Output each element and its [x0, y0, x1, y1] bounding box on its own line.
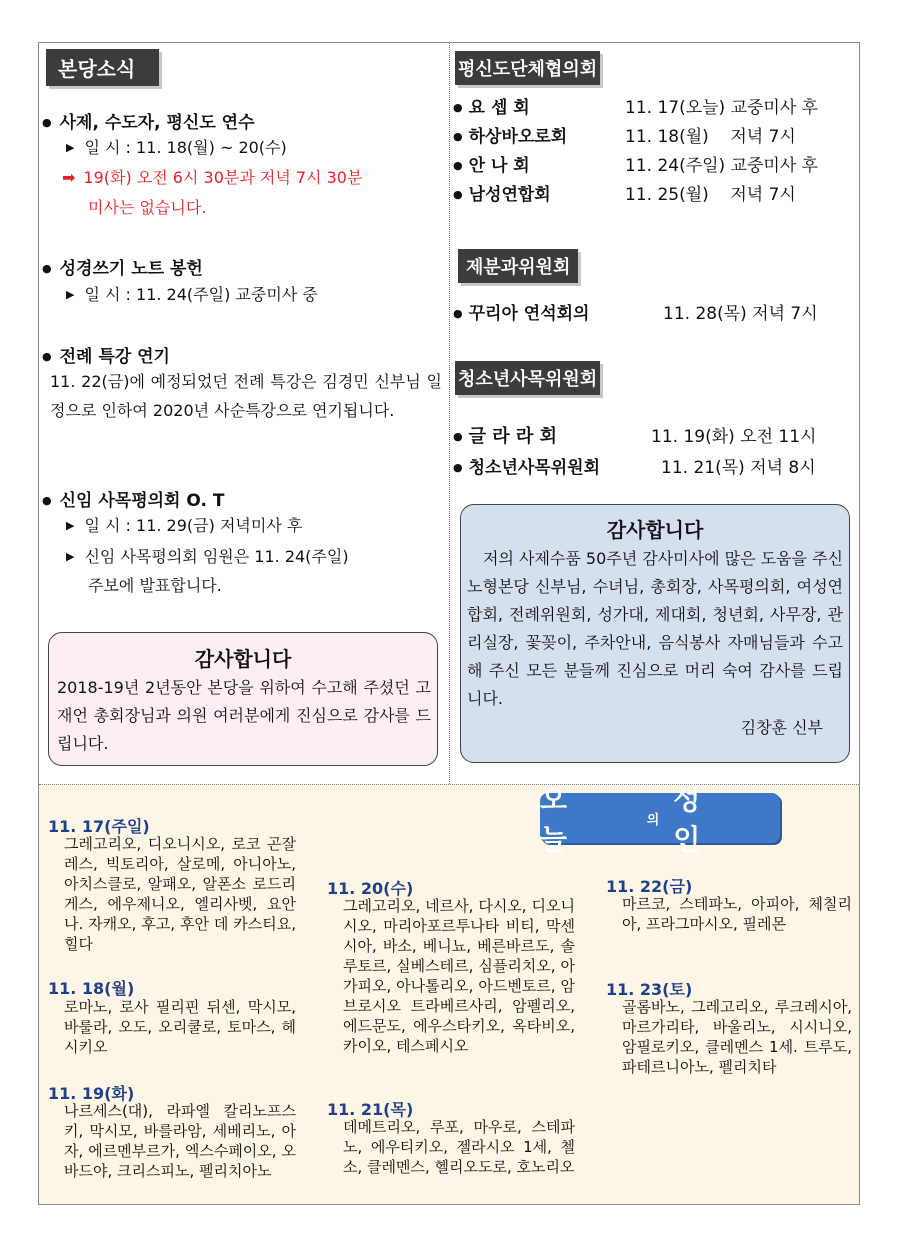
notice-line-1: 19(화) 오전 6시 30분과 저녁 7시 30분 [83, 168, 363, 187]
group-name: ● 글 라 라 회 [453, 422, 557, 448]
arrow-right-icon: ➡ [62, 168, 76, 187]
group-name: ● 안 나 회 [453, 151, 530, 176]
news-title-council-ot: ● 신임 사목평의회 O. T [42, 486, 224, 511]
thanks-box-right [460, 504, 850, 763]
news-title-bible-notes: ● 성경쓰기 노트 봉헌 [42, 254, 203, 279]
schedule-text: 일 시 : 11. 18(월) ~ 20(수) [84, 138, 287, 157]
news-title-liturgy: ● 전례 특강 연기 [42, 342, 170, 367]
group-name: ● 꾸리아 연석회의 [453, 299, 589, 324]
group-name: ● 청소년사목위원회 [453, 453, 600, 478]
thanks-left-body: 2018-19년 2년동안 본당을 위하여 수고해 주셨던 고재언 총회장님과 의원 여러분에게 진심으로 감사를 드립니다. [57, 678, 431, 753]
thanks-right-body: 저의 사제수품 50주년 감사미사에 많은 도움을 주신 노형본당 신부님, 수녀님, 총회장, 사목평의회, 여성연합회, 전례위원회, 성가대, 제대회, 청년회, 사무장, 관리실장, 꽃꽂이, 주차안내, 음식봉사 자매님들과 수고해 주신 모든 분들께 진심으로 머리 숙여 감사를 드립니다. [467, 549, 843, 708]
saint-day-date: 11. 19(화) [48, 1084, 135, 1103]
saint-day-date: 11. 22(금) [606, 877, 693, 896]
saint-day-date: 11. 17(주일) [48, 817, 150, 836]
group-name: ● 남성연합회 [453, 180, 551, 205]
saint-day-names: 그레고리오, 네르사, 다시오, 디오니시오, 마리아포르투나타 비티, 막센시아, 바소, 베니뇨, 베른바르도, 솔루토르, 실베스테르, 심플리치오, 아가피오, 아나톨리오, 아드벤토르, 암브로시오 트라베르사리, 암펠리오, 에드문도, 에우스타키오, 옥타비오, 카이오, 테스페시오 [343, 897, 575, 1055]
saint-day-names: 나르세스(대), 라파엘 칼리노프스키, 막시모, 바를라암, 세베리노, 아자, 에르멘부르가, 엑스수페이오, 오바드야, 크리스피노, 펠리치아노 [64, 1102, 296, 1180]
saint-day-names: 그레고리오, 디오니시오, 로코 곤잘레스, 빅토리아, 살로메, 아니아노, 아치스클로, 알패오, 알폰소 로드리게스, 에우제니오, 엘리사벳, 요안나. 자캐오, 후고, 후안 데 카스티요, 힐다 [64, 835, 296, 953]
saint-day-date: 11. 18(월) [48, 979, 135, 998]
group-date: 11. 21(목) 저녁 8시 [661, 458, 816, 478]
subcommittee-row [453, 299, 818, 324]
news-bible-notes-schedule [66, 282, 318, 305]
group-date: 11. 18(월) 저녁 7시 [625, 127, 796, 147]
news-council-ot-note-2: 주보에 발표합니다. [88, 576, 222, 595]
triangle-bullet-icon: ▶ [66, 550, 75, 563]
laity-row [453, 93, 819, 118]
news-training-schedule [66, 135, 287, 158]
parish-news-header: 본당소식 [46, 49, 159, 86]
saint-day-names: 로마노, 로사 필리핀 뒤센, 막시모, 바룰라, 오도, 오리쿨로, 토마스, 헤시키오 [64, 998, 296, 1056]
saint-day-date: 11. 23(토) [606, 980, 693, 999]
youth-row [453, 453, 816, 478]
laity-row [453, 122, 796, 147]
triangle-bullet-icon: ▶ [66, 519, 75, 532]
note-line-1: 신임 사목평의회 임원은 11. 24(주일) [84, 547, 349, 566]
youth-committee-header: 청소년사목위원회 [455, 361, 600, 395]
subcommittee-header: 제분과위원회 [458, 249, 578, 283]
vertical-divider [449, 43, 450, 784]
saint-day-names: 골롬바노, 그레고리오, 루크레시아, 마르가리타, 바울리노, 시시니오, 암필로키오, 클레멘스 1세. 트루도, 파테르니아노, 펠리치타 [622, 998, 852, 1076]
news-training-notice [62, 165, 362, 188]
triangle-bullet-icon: ▶ [66, 141, 75, 154]
news-liturgy-body: 11. 22(금)에 예정되었던 전례 특강은 김경민 신부님 일정으로 인하여 2020년 사순특강으로 연기됩니다. [50, 372, 442, 420]
laity-row [453, 180, 796, 205]
saint-day-date: 11. 20(수) [327, 879, 414, 898]
youth-row [453, 422, 817, 448]
thanks-left-title: 감사합니다 [194, 647, 292, 671]
laity-row [453, 151, 819, 176]
group-date: 11. 25(월) 저녁 7시 [625, 185, 796, 205]
saint-day-names: 데메트리오, 루포, 마우로, 스테파노, 에우티키오, 젤라시오 1세, 첼소, 클레멘스, 헬리오도로, 호노리오 [343, 1118, 575, 1176]
triangle-bullet-icon: ▶ [66, 288, 75, 301]
thanks-right-title: 감사합니다 [606, 518, 704, 542]
saint-day-names: 마르코, 스테파노, 아피아, 체칠리아, 프라그마시오, 필레몬 [622, 895, 852, 933]
news-council-ot-schedule [66, 513, 302, 536]
title-part-small: 의 [646, 812, 674, 828]
todays-saints-title [540, 783, 780, 856]
news-council-ot-note [66, 544, 349, 567]
group-date: 11. 28(목) 저녁 7시 [663, 304, 818, 324]
news-title-training: ● 사제, 수도자, 평신도 연수 [42, 108, 255, 133]
group-name: ● 요 셉 회 [453, 93, 530, 118]
schedule-text: 일 시 : 11. 29(금) 저녁미사 후 [84, 516, 303, 535]
thanks-right-signature: 김창훈 신부 [740, 718, 823, 737]
group-date: 11. 24(주일) 교중미사 후 [625, 156, 819, 176]
title-part-a: 오 늘 [540, 783, 586, 856]
group-name: ● 하상바오로회 [453, 122, 567, 147]
schedule-text: 일 시 : 11. 24(주일) 교중미사 중 [84, 285, 318, 304]
group-date: 11. 17(오늘) 교중미사 후 [625, 98, 819, 118]
news-training-notice-2: 미사는 없습니다. [88, 198, 207, 217]
title-part-b: 성 인 [673, 783, 719, 856]
thanks-box-left [48, 632, 438, 766]
laity-council-header: 평신도단체협의회 [455, 51, 600, 85]
saint-day-date: 11. 21(목) [327, 1100, 414, 1119]
group-date: 11. 19(화) 오전 11시 [651, 427, 817, 447]
